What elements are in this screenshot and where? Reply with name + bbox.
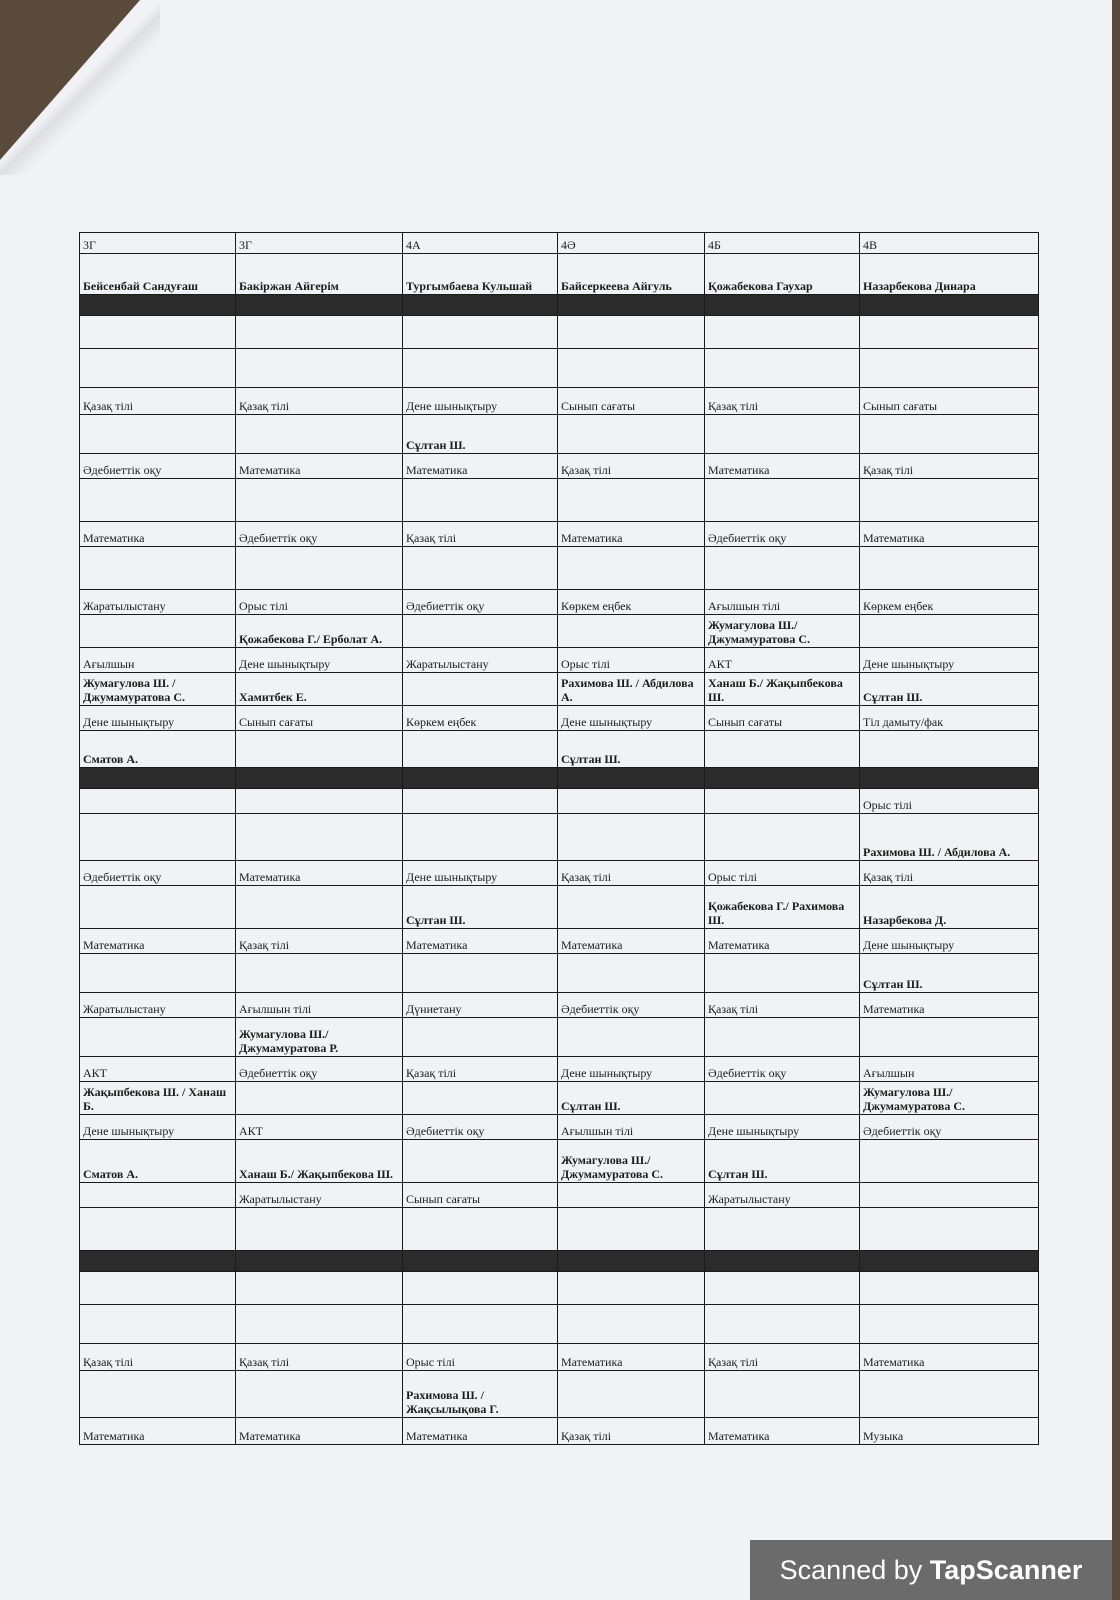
subject-cell: Математика [860,993,1039,1018]
watermark-prefix: Scanned by [779,1555,923,1585]
lesson-row [80,1305,1039,1344]
assigned-teacher-cell [860,1018,1039,1057]
subject-cell [558,349,705,388]
class-row [80,233,1039,254]
subject-cell: Жаратылыстану [403,648,558,673]
lesson-row [80,1208,1039,1251]
subject-cell [705,316,860,349]
subject-cell: Сынып сағаты [705,706,860,731]
schedule-body [80,233,1039,1445]
class-cell: 4Б [705,233,860,254]
subject-cell: Әдебиеттік оқу [80,454,236,479]
subject-cell [558,479,705,522]
subject-cell [860,547,1039,590]
assigned-teacher-cell: Сұлтан Ш. [403,415,558,454]
assigned-teacher-cell: Сұлтан Ш. [860,673,1039,706]
assigned-teacher-cell: Қожабекова Г./ Рахимова Ш. [705,886,860,929]
separator-cell [236,295,403,316]
subject-cell: Ағылшын тілі [705,590,860,615]
teacher-assignment-row [80,1082,1039,1115]
assigned-teacher-cell: Рахимова Ш. / Абдилова А. [860,814,1039,861]
teacher-row [80,254,1039,295]
subject-cell: Әдебиеттік оқу [705,1057,860,1082]
subject-cell: Қазақ тілі [705,388,860,415]
assigned-teacher-cell [860,615,1039,648]
assigned-teacher-cell: Жумагулова Ш. / Джумамуратова С. [80,673,236,706]
teacher-cell: Назарбекова Динара [860,254,1039,295]
assigned-teacher-cell [705,1018,860,1057]
assigned-teacher-cell [705,1082,860,1115]
subject-cell: Қазақ тілі [860,454,1039,479]
folded-corner [0,0,140,160]
assigned-teacher-cell [80,615,236,648]
subject-cell: Жаратылыстану [705,1183,860,1208]
assigned-teacher-cell: Хамитбек Е. [236,673,403,706]
subject-cell: Қазақ тілі [236,388,403,415]
subject-cell: Орыс тілі [860,789,1039,814]
subject-cell: Көркем еңбек [860,590,1039,615]
subject-cell: Математика [403,1418,558,1445]
subject-cell [558,789,705,814]
subject-cell: Математика [705,454,860,479]
subject-cell: Дене шынықтыру [860,929,1039,954]
assigned-teacher-cell [80,1018,236,1057]
assigned-teacher-cell [403,615,558,648]
subject-cell [403,479,558,522]
assigned-teacher-cell [403,814,558,861]
subject-cell: Математика [403,454,558,479]
teacher-assignment-row [80,886,1039,929]
subject-cell: Дене шынықтыру [80,706,236,731]
class-cell: 4А [403,233,558,254]
assigned-teacher-cell [236,886,403,929]
subject-cell [558,316,705,349]
subject-cell [860,1183,1039,1208]
assigned-teacher-cell [705,731,860,768]
subject-cell [236,1272,403,1305]
subject-cell [705,479,860,522]
subject-cell: АКТ [236,1115,403,1140]
subject-cell [236,789,403,814]
separator-cell [705,295,860,316]
subject-cell: Ағылшын тілі [558,1115,705,1140]
subject-cell: Математика [860,522,1039,547]
lesson-row [80,1115,1039,1140]
subject-cell: Әдебиеттік оқу [558,993,705,1018]
lesson-row [80,388,1039,415]
subject-cell: Жаратылыстану [80,590,236,615]
assigned-teacher-cell: Сұлтан Ш. [558,1082,705,1115]
schedule-table-wrapper [79,232,1038,1445]
subject-cell: Математика [236,454,403,479]
subject-cell: Көркем еңбек [403,706,558,731]
teacher-assignment-row [80,1371,1039,1418]
class-cell: 3Г [236,233,403,254]
separator-cell [860,768,1039,789]
subject-cell [705,547,860,590]
assigned-teacher-cell: Назарбекова Д. [860,886,1039,929]
assigned-teacher-cell: Жумагулова Ш./ Джумамуратова С. [558,1140,705,1183]
subject-cell: Әдебиеттік оқу [236,522,403,547]
lesson-row [80,590,1039,615]
separator-cell [236,768,403,789]
subject-cell: Орыс тілі [705,861,860,886]
assigned-teacher-cell [80,886,236,929]
lesson-row [80,706,1039,731]
subject-cell [403,1208,558,1251]
assigned-teacher-cell [236,731,403,768]
subject-cell: Сынып сағаты [558,388,705,415]
subject-cell: Қазақ тілі [80,388,236,415]
subject-cell: Математика [80,929,236,954]
separator-cell [403,768,558,789]
assigned-teacher-cell [558,415,705,454]
day-separator [80,1251,1039,1272]
assigned-teacher-cell [403,673,558,706]
subject-cell [80,479,236,522]
subject-cell [860,1272,1039,1305]
lesson-row [80,1057,1039,1082]
assigned-teacher-cell [236,814,403,861]
lesson-row [80,929,1039,954]
assigned-teacher-cell: Жумагулова Ш./ Джумамуратова Р. [236,1018,403,1057]
subject-cell [80,1272,236,1305]
subject-cell: Қазақ тілі [236,1344,403,1371]
lesson-row [80,349,1039,388]
assigned-teacher-cell: Сұлтан Ш. [558,731,705,768]
assigned-teacher-cell [236,1082,403,1115]
schedule-table [79,232,1039,1445]
assigned-teacher-cell [705,814,860,861]
lesson-row [80,1344,1039,1371]
assigned-teacher-cell: Жақыпбекова Ш. / Ханаш Б. [80,1082,236,1115]
lesson-row [80,479,1039,522]
separator-cell [705,1251,860,1272]
teacher-assignment-row [80,1140,1039,1183]
subject-cell: Қазақ тілі [860,861,1039,886]
lesson-row [80,454,1039,479]
assigned-teacher-cell [80,814,236,861]
subject-cell: Дене шынықтыру [860,648,1039,673]
assigned-teacher-cell [80,415,236,454]
class-cell: 3Г [80,233,236,254]
subject-cell [403,1305,558,1344]
assigned-teacher-cell [860,1140,1039,1183]
assigned-teacher-cell [705,415,860,454]
subject-cell: Математика [558,1344,705,1371]
subject-cell: Орыс тілі [236,590,403,615]
assigned-teacher-cell [558,1371,705,1418]
separator-cell [558,1251,705,1272]
class-cell: 4Ә [558,233,705,254]
subject-cell [236,316,403,349]
subject-cell: Әдебиеттік оқу [403,1115,558,1140]
subject-cell [80,789,236,814]
subject-cell [558,1183,705,1208]
subject-cell: АКТ [705,648,860,673]
subject-cell [558,1305,705,1344]
subject-cell [860,479,1039,522]
subject-cell: Математика [80,522,236,547]
subject-cell [403,316,558,349]
teacher-cell: Байсеркеева Айгуль [558,254,705,295]
assigned-teacher-cell [705,954,860,993]
teacher-assignment-row [80,731,1039,768]
assigned-teacher-cell: Рахимова Ш. / Жақсылықова Г. [403,1371,558,1418]
subject-cell [705,1305,860,1344]
teacher-assignment-row [80,1018,1039,1057]
subject-cell [403,1272,558,1305]
subject-cell [860,316,1039,349]
assigned-teacher-cell: Сұлтан Ш. [705,1140,860,1183]
watermark-brand: TapScanner [929,1555,1083,1585]
subject-cell: Жаратылыстану [236,1183,403,1208]
day-separator [80,768,1039,789]
scanner-watermark [750,1540,1112,1600]
subject-cell: Дене шынықтыру [80,1115,236,1140]
subject-cell: Дене шынықтыру [403,861,558,886]
assigned-teacher-cell: Жумагулова Ш./ Джумамуратова С. [860,1082,1039,1115]
subject-cell: АКТ [80,1057,236,1082]
subject-cell: Қазақ тілі [403,1057,558,1082]
subject-cell: Математика [80,1418,236,1445]
teacher-assignment-row [80,415,1039,454]
assigned-teacher-cell: Ханаш Б./ Жақыпбекова Ш. [705,673,860,706]
separator-cell [80,768,236,789]
assigned-teacher-cell: Сматов А. [80,1140,236,1183]
subject-cell [860,1208,1039,1251]
subject-cell: Дене шынықтыру [403,388,558,415]
lesson-row [80,547,1039,590]
assigned-teacher-cell [403,1140,558,1183]
teacher-cell: Тургымбаева Кульшай [403,254,558,295]
subject-cell: Сынып сағаты [860,388,1039,415]
teacher-cell: Қожабекова Гаухар [705,254,860,295]
subject-cell: Орыс тілі [558,648,705,673]
subject-cell: Математика [705,1418,860,1445]
separator-cell [80,295,236,316]
subject-cell [80,349,236,388]
subject-cell [80,1305,236,1344]
subject-cell [705,1208,860,1251]
subject-cell: Математика [558,929,705,954]
subject-cell: Математика [860,1344,1039,1371]
subject-cell [705,349,860,388]
subject-cell: Тіл дамыту/фак [860,706,1039,731]
subject-cell [236,1208,403,1251]
subject-cell [236,479,403,522]
subject-cell [558,1208,705,1251]
subject-cell: Қазақ тілі [236,929,403,954]
subject-cell: Музыка [860,1418,1039,1445]
subject-cell [236,547,403,590]
subject-cell: Математика [558,522,705,547]
assigned-teacher-cell [860,731,1039,768]
assigned-teacher-cell [80,954,236,993]
lesson-row [80,993,1039,1018]
subject-cell [236,349,403,388]
day-separator [80,295,1039,316]
assigned-teacher-cell [236,415,403,454]
subject-cell: Қазақ тілі [403,522,558,547]
assigned-teacher-cell [403,731,558,768]
subject-cell: Дене шынықтыру [705,1115,860,1140]
subject-cell: Көркем еңбек [558,590,705,615]
subject-cell: Әдебиеттік оқу [236,1057,403,1082]
separator-cell [860,1251,1039,1272]
assigned-teacher-cell: Сұлтан Ш. [403,886,558,929]
assigned-teacher-cell: Қожабекова Г./ Ерболат А. [236,615,403,648]
assigned-teacher-cell [403,1082,558,1115]
separator-cell [403,1251,558,1272]
lesson-row [80,1183,1039,1208]
subject-cell: Әдебиеттік оқу [403,590,558,615]
subject-cell: Дүниетану [403,993,558,1018]
separator-cell [558,768,705,789]
subject-cell: Ағылшын тілі [236,993,403,1018]
subject-cell: Орыс тілі [403,1344,558,1371]
subject-cell: Ағылшын [80,648,236,673]
subject-cell [860,349,1039,388]
subject-cell: Сынып сағаты [403,1183,558,1208]
subject-cell [558,1272,705,1305]
subject-cell: Дене шынықтыру [558,706,705,731]
subject-cell: Жаратылыстану [80,993,236,1018]
assigned-teacher-cell [403,954,558,993]
teacher-cell: Бакіржан Айгерім [236,254,403,295]
subject-cell: Математика [403,929,558,954]
subject-cell: Әдебиеттік оқу [80,861,236,886]
assigned-teacher-cell [558,954,705,993]
subject-cell [236,1305,403,1344]
subject-cell: Әдебиеттік оқу [705,522,860,547]
assigned-teacher-cell [403,1018,558,1057]
assigned-teacher-cell [80,1371,236,1418]
assigned-teacher-cell: Ханаш Б./ Жақыпбекова Ш. [236,1140,403,1183]
separator-cell [558,295,705,316]
teacher-assignment-row [80,814,1039,861]
subject-cell: Әдебиеттік оқу [860,1115,1039,1140]
subject-cell [403,789,558,814]
subject-cell [705,1272,860,1305]
assigned-teacher-cell: Сұлтан Ш. [860,954,1039,993]
assigned-teacher-cell [558,615,705,648]
assigned-teacher-cell: Жумагулова Ш./ Джумамуратова С. [705,615,860,648]
lesson-row [80,861,1039,886]
teacher-assignment-row [80,954,1039,993]
lesson-row [80,522,1039,547]
assigned-teacher-cell [558,814,705,861]
teacher-assignment-row [80,615,1039,648]
lesson-row [80,1272,1039,1305]
subject-cell: Қазақ тілі [80,1344,236,1371]
subject-cell: Сынып сағаты [236,706,403,731]
assigned-teacher-cell [860,415,1039,454]
separator-cell [705,768,860,789]
separator-cell [403,295,558,316]
separator-cell [860,295,1039,316]
subject-cell: Қазақ тілі [558,454,705,479]
subject-cell: Қазақ тілі [705,1344,860,1371]
assigned-teacher-cell [860,1371,1039,1418]
subject-cell [558,547,705,590]
subject-cell: Қазақ тілі [558,1418,705,1445]
class-cell: 4В [860,233,1039,254]
lesson-row [80,789,1039,814]
subject-cell: Ағылшын [860,1057,1039,1082]
subject-cell: Математика [236,861,403,886]
subject-cell: Математика [236,1418,403,1445]
lesson-row [80,1418,1039,1445]
teacher-cell: Бейсенбай Сандуғаш [80,254,236,295]
assigned-teacher-cell: Рахимова Ш. / Абдилова А. [558,673,705,706]
subject-cell [403,349,558,388]
assigned-teacher-cell [558,1018,705,1057]
subject-cell: Қазақ тілі [705,993,860,1018]
teacher-assignment-row [80,673,1039,706]
lesson-row [80,648,1039,673]
subject-cell [403,547,558,590]
subject-cell [80,316,236,349]
subject-cell [80,1208,236,1251]
subject-cell: Қазақ тілі [558,861,705,886]
subject-cell [860,1305,1039,1344]
subject-cell [80,547,236,590]
lesson-row [80,316,1039,349]
subject-cell [80,1183,236,1208]
separator-cell [80,1251,236,1272]
subject-cell [705,789,860,814]
assigned-teacher-cell: Сматов А. [80,731,236,768]
assigned-teacher-cell [558,886,705,929]
subject-cell: Дене шынықтыру [236,648,403,673]
subject-cell: Дене шынықтыру [558,1057,705,1082]
assigned-teacher-cell [705,1371,860,1418]
assigned-teacher-cell [236,954,403,993]
assigned-teacher-cell [236,1371,403,1418]
subject-cell: Математика [705,929,860,954]
separator-cell [236,1251,403,1272]
